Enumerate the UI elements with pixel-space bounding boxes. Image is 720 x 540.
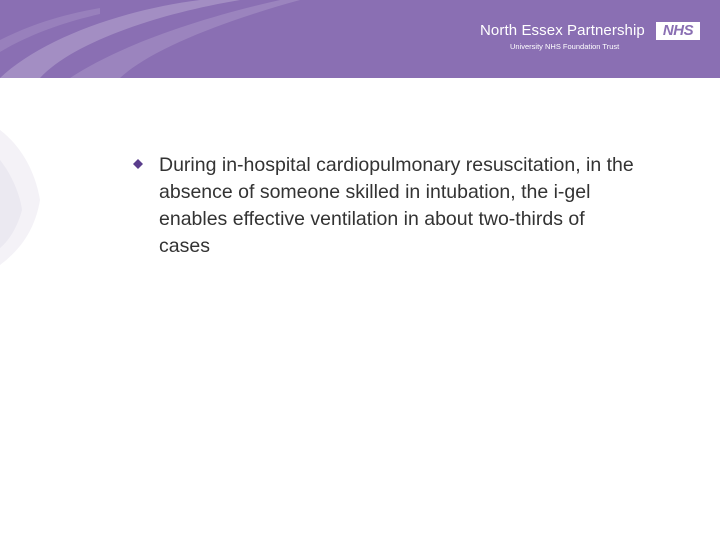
bullet-text: During in-hospital cardiopulmonary resuscitation, in the absence of someone skilled in intubation, the i-gel enables effective ventilation in about two-thirds of cases (159, 154, 634, 257)
header-swoosh-decoration (0, 0, 300, 78)
bullet-item (133, 152, 653, 260)
left-watermark-decoration (0, 100, 60, 300)
slide-content (133, 152, 653, 260)
organization-name: North Essex Partnership (480, 22, 645, 39)
diamond-bullet-icon (133, 159, 143, 169)
trust-logo (480, 20, 700, 54)
nhs-logo: NHS (656, 22, 700, 40)
header-band (0, 0, 720, 78)
organization-subtitle: University NHS Foundation Trust (510, 42, 620, 51)
